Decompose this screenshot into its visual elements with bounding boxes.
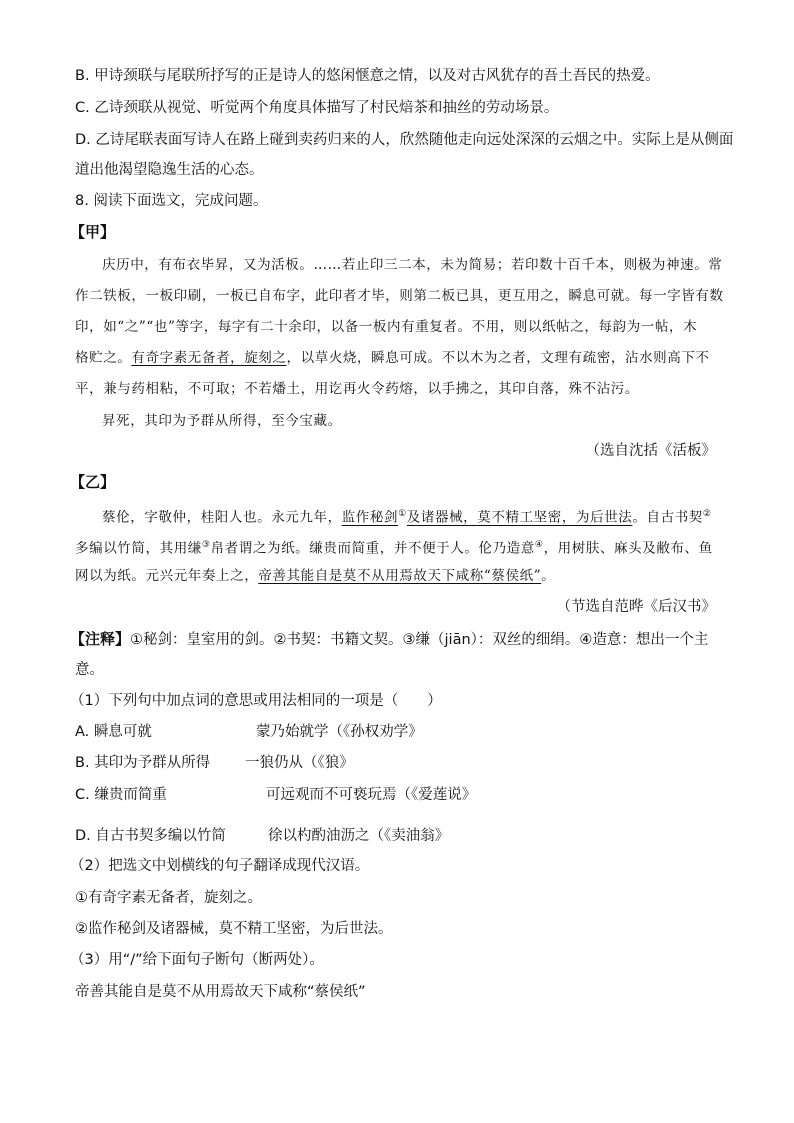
yi-line-1 [102, 504, 712, 528]
yi-line-2-lead: 多编以竹简，其用缣 [75, 540, 202, 557]
note-ref-2: ② [702, 509, 712, 519]
yi-line-1-rest: 。自古书契 [632, 509, 703, 526]
option-c-right: 可远观而不可亵玩焉（《爱莲说》 [266, 787, 477, 803]
yi-line-1-lead: 蔡伦，字敬仲，桂阳人也。永元九年， [102, 509, 342, 526]
note-ref-1: ① [398, 509, 407, 519]
notes-line-2: 意。 [75, 662, 104, 678]
yi-underlined-part-1: 监作秘剑 [341, 509, 399, 526]
yi-underlined-part-2: 及诸器械，莫不精工坚密，为后世法 [406, 509, 633, 526]
passage-yi-label: 【乙】 [70, 473, 116, 491]
yi-line-2 [75, 535, 713, 559]
option-c-left: C. 缣贵而简重 [75, 787, 167, 803]
yi-line-2-mid: 帛者谓之为纸。缣贵而简重，并不便于人。伦乃造意 [210, 540, 535, 557]
jia-line-5: 平，兼与药相粘，不可取；不若燔土，用讫再火令药熔，以手拂之，其印自落，殊不沾污。 [75, 381, 639, 397]
jia-line-4-lead: 格贮之。 [75, 350, 132, 366]
question-8-prompt: 8. 阅读下面选文，完成问题。 [75, 193, 268, 209]
jia-line-4-rest: ，以草火烧，瞬息可成。不以木为之者，文理有疏密，沾水则高下不 [286, 350, 710, 366]
sub-question-3: （3）用“/”给下面句子断句（断两处）。 [70, 952, 324, 968]
translate-item-2: ②监作秘剑及诸器械，莫不精工坚密，为后世法。 [75, 921, 393, 937]
jia-source: （选自沈括《活板》 [585, 443, 716, 459]
jia-line-1: 庆历中，有布衣毕昇，又为活板。……若止印三二本，未为简易；若印数十百千本，则极为神速。常 [102, 257, 723, 273]
notes-line-1 [70, 629, 708, 650]
jia-line-2: 作二铁板，一板印刷，一板已自布字，此印者才毕，则第二板已具，更互用之，瞬息可就。每一字皆有数 [75, 288, 724, 304]
note-ref-4: ④ [534, 540, 544, 550]
yi-source: （节选自范晔《后汉书》 [556, 599, 716, 615]
notes-label: 【注释】 [70, 630, 131, 648]
choice-d-line2: 道出他渴望隐逸生活的心态。 [75, 162, 264, 178]
jia-underlined-sentence: 有奇字素无备者，旋刻之 [131, 350, 287, 366]
jia-line-6: 昇死，其印为予群从所得，至今宝藏。 [102, 413, 342, 429]
choice-b: B. 甲诗颈联与尾联所抒写的正是诗人的悠闲惬意之情，以及对古风犹存的吾土吾民的热爱。 [75, 68, 660, 84]
yi-underlined-sentence: 帝善其能自是莫不从用焉故天下咸称“蔡侯纸” [258, 568, 542, 584]
option-a-left: A. 瞬息可就 [75, 724, 152, 740]
yi-line-3 [75, 566, 555, 586]
note-ref-3: ③ [201, 540, 211, 550]
punctuate-sentence: 帝善其能自是莫不从用焉故天下咸称“蔡侯纸” [75, 984, 366, 1000]
option-d-left: D. 自古书契多编以竹简 [75, 828, 226, 844]
notes-text: ①秘剑：皇室用的剑。②书契：书籍文契。③缣（jiān）：双丝的细绢。④造意：想出一个主 [130, 632, 709, 648]
sub-question-1: （1）下列句中加点词的意思或用法相同的一项是（ ） [70, 693, 442, 709]
translate-item-1: ①有奇字素无备者，旋刻之。 [75, 890, 262, 906]
choice-d-line1: D. 乙诗尾联表面写诗人在路上碰到卖药归来的人，欣然随他走向远处深深的云烟之中。实际上是从侧面 [75, 132, 734, 148]
passage-jia-label: 【甲】 [70, 223, 116, 241]
option-a-right: 蒙乃始就学（《孙权劝学》 [256, 724, 423, 740]
option-b-right: 一狼仍从（《狼》 [245, 755, 354, 771]
choice-c: C. 乙诗颈联从视觉、听觉两个角度具体描写了村民焙茶和抽丝的劳动场景。 [75, 100, 559, 116]
jia-line-3: 印，如“之”“也”等字，每字有二十余印，以备一板内有重复者。不用，则以纸帖之，每韵为一帖，木 [75, 319, 698, 335]
option-d-right: 徐以杓酌油沥之（《卖油翁》 [268, 828, 450, 844]
option-b-left: B. 其印为予群从所得 [75, 755, 211, 771]
jia-line-4 [75, 348, 710, 368]
yi-line-3-lead: 网以为纸。元兴元年奏上之， [75, 568, 259, 584]
yi-line-3-rest: 。 [541, 568, 556, 584]
yi-line-2-rest: ，用树肤、麻头及敝布、鱼 [543, 540, 713, 557]
sub-question-2: （2）把选文中划横线的句子翻译成现代汉语。 [70, 858, 370, 874]
